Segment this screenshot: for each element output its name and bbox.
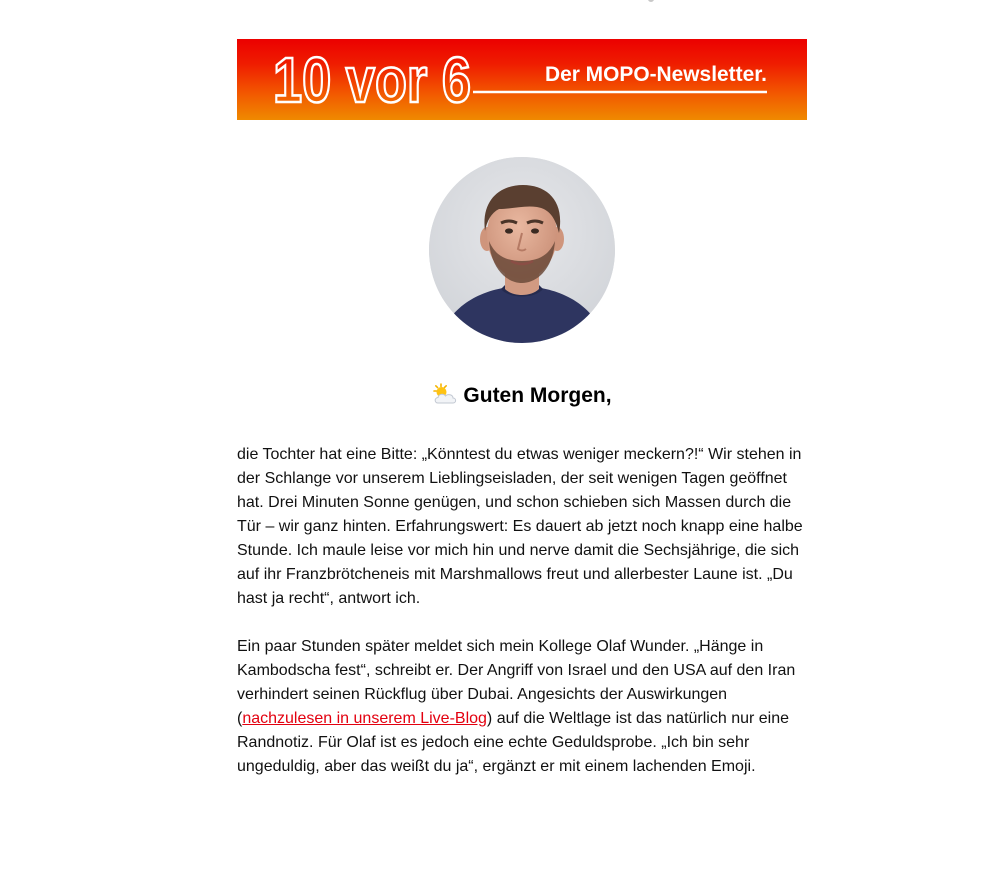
greeting-heading (237, 381, 807, 411)
article-paragraph-2 (237, 635, 807, 779)
article-body (237, 443, 807, 803)
author-avatar (429, 157, 615, 343)
author-portrait (429, 157, 615, 343)
banner-subtitle: Der MOPO-Newsletter. (545, 63, 767, 86)
banner-logo (237, 39, 807, 120)
greeting-text: Guten Morgen, (463, 384, 612, 407)
live-blog-link[interactable]: nachzulesen in unserem Live-Blog (242, 710, 487, 727)
article-paragraph-1: die Tochter hat eine Bitte: „Könntest du etwas weniger meckern?!“ Wir stehen in der Schlange vor unserem Lieblingseisladen, der seit wenigen Tagen geöffnet hat. Drei Minuten Sonne genügen, und schon schieben sich Massen durch die Tür – wir ganz hinten. Erfahrungswert: Es dauert ab jetzt noch knapp eine halbe Stunde. Ich maule leise vor mich hin und nerve damit die Sechsjährige, die sich auf ihr Franzbrötcheneis mit Marshmallows freut und allerbester Laune ist. „Du hast ja recht“, antwort ich. (237, 446, 803, 607)
top-edge-fragment (648, 0, 654, 2)
sun-behind-cloud-icon (432, 383, 458, 405)
paragraph-2-text-after-link: ) auf die Weltlage ist das natürlich nur eine Randnotiz. Für Olaf ist es jedoch eine echte Geduldsprobe. „Ich bin sehr ungeduldig, aber das weißt du ja“, ergänzt er mit einem lachenden Emoji. (237, 710, 790, 775)
newsletter-banner[interactable] (237, 39, 807, 120)
paragraph-2-text-before-link: Ein paar Stunden später meldet sich mein Kollege Olaf Wunder. „Hänge in Kambodscha fest“, schreibt er. Der Angriff von Israel und den USA auf den Iran verhindert seinen Rückflug über Dubai. Angesichts der Auswirkungen ( (237, 638, 796, 727)
banner-title: 10 vor 6 (273, 44, 471, 116)
